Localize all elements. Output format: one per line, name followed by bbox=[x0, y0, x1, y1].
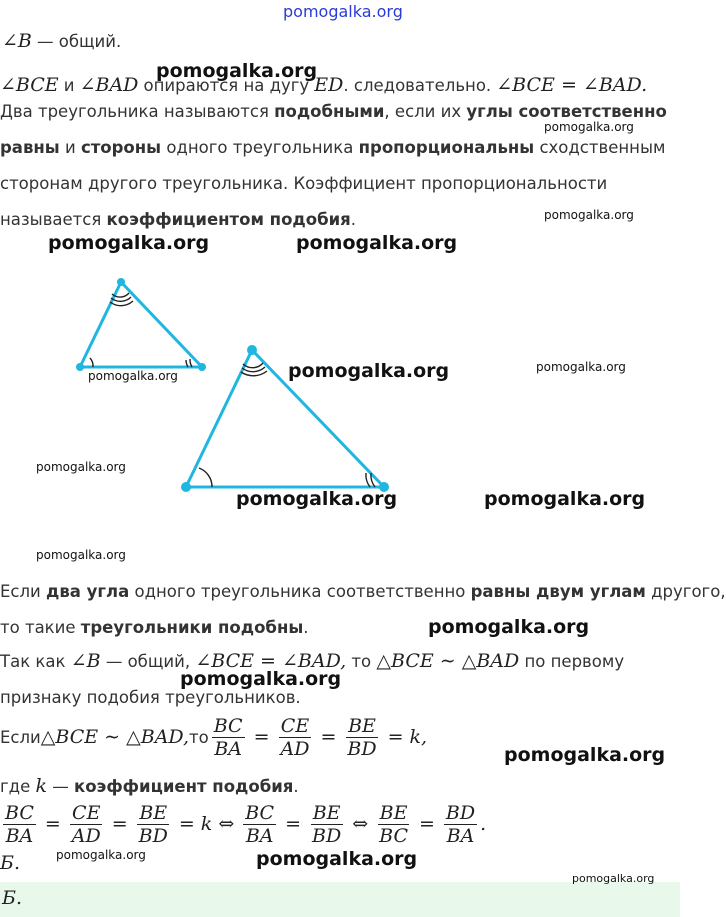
watermark: pomogalka.org bbox=[296, 232, 458, 254]
watermark: pomogalka.org bbox=[48, 232, 210, 254]
watermark: pomogalka.org bbox=[56, 848, 146, 862]
watermark: pomogalka.org bbox=[288, 360, 450, 382]
watermark: pomogalka.org bbox=[156, 60, 318, 82]
since-line-1: Так как ∠B — общий, ∠BCE = ∠BAD, то △BCE ∼ △BAD по первому bbox=[0, 650, 625, 672]
watermark: pomogalka.org bbox=[236, 488, 398, 510]
text-line-2 bbox=[0, 74, 647, 96]
text-therefore: . следовательно. bbox=[343, 76, 492, 95]
definition-line-4: называется коэффициентом подобия. bbox=[0, 210, 357, 229]
ratio-line: Если △BCE ∼ △BAD, то $\frac{BC}{BA}$ = $\frac{CE}{AD}$ = $\frac{BE}{BD}$ = k, bbox=[0, 714, 428, 760]
text-common: — общий. bbox=[36, 32, 122, 51]
math-bad: ∠BAD bbox=[79, 74, 139, 96]
watermark: pomogalka.org bbox=[180, 668, 342, 690]
watermark-top: pomogalka.org bbox=[283, 2, 403, 21]
math-angle-b: ∠B bbox=[2, 30, 32, 52]
watermark: pomogalka.org bbox=[572, 872, 655, 885]
small-triangle bbox=[76, 278, 206, 371]
math-equal-angles: ∠BCE = ∠BAD. bbox=[496, 74, 648, 96]
watermark: pomogalka.org bbox=[544, 120, 634, 134]
answer-text: Б. bbox=[0, 852, 21, 874]
fraction-bc-ba: $\frac{BC}{BA}$ bbox=[213, 714, 243, 760]
sign-line-2: то такие треугольники подобны. bbox=[0, 618, 309, 637]
watermark: pomogalka.org bbox=[504, 744, 666, 766]
watermark: pomogalka.org bbox=[536, 360, 626, 374]
watermark: pomogalka.org bbox=[544, 208, 634, 222]
watermark: pomogalka.org bbox=[36, 460, 126, 474]
definition-line-1: Два треугольника называются подобными, если их углы соответственно bbox=[0, 102, 667, 121]
definition-line-3: сторонам другого треугольника. Коэффициент пропорциональности bbox=[0, 174, 608, 193]
similar-triangles-figure bbox=[0, 270, 680, 510]
where-line: где k — коэффициент подобия. bbox=[0, 775, 299, 797]
watermark: pomogalka.org bbox=[484, 488, 646, 510]
fraction-be-bd: $\frac{BE}{BD}$ bbox=[347, 714, 377, 760]
text-arc: опираются на дугу bbox=[143, 76, 310, 95]
equivalence-line: $\frac{BC}{BA}$ = $\frac{CE}{AD}$ = $\frac{BE}{BD}$ = k ⇔ $\frac{BC}{BA}$ = $\frac{BE}{BD}$ ⇔ $\frac{BE}{BC}$ = $\frac{BD}{BA}$ . bbox=[5, 801, 487, 847]
text-line-1 bbox=[2, 30, 121, 52]
text-and: и bbox=[63, 76, 75, 95]
watermark: pomogalka.org bbox=[256, 848, 418, 870]
definition-line-2: равны и стороны одного треугольника пропорциональны сходственным bbox=[0, 138, 666, 157]
answer-box-text: Б. bbox=[2, 887, 23, 909]
fraction-ce-ad: $\frac{CE}{AD}$ bbox=[280, 714, 310, 760]
since-line-2: признаку подобия треугольников. bbox=[0, 688, 301, 707]
answer-box bbox=[0, 882, 680, 917]
watermark: pomogalka.org bbox=[88, 369, 178, 383]
watermark: pomogalka.org bbox=[428, 616, 590, 638]
sign-line-1: Если два угла одного треугольника соответственно равны двум углам другого, bbox=[0, 582, 726, 601]
math-ed: ED bbox=[314, 74, 344, 96]
watermark: pomogalka.org bbox=[36, 548, 126, 562]
math-bce: ∠BCE bbox=[0, 74, 59, 96]
